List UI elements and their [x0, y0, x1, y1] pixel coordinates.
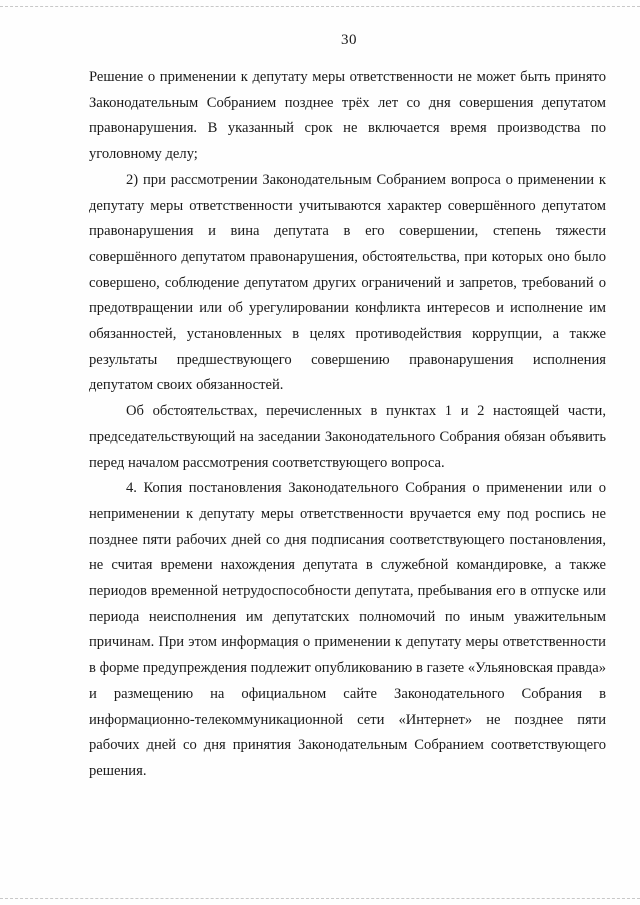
- paragraph-item-2: 2) при рассмотрении Законодательным Собранием вопроса о применении к депутату меры ответственности учитываются характер совершённого депутатом правонарушения и вина депутата в его совершении, степень тяжести совершённого депутатом правонарушения, обстоятельства, при которых оно было совершено, соблюдение депутатом других ограничений и запретов, требований о предотвращении или об урегулировании конфликта интересов и исполнение им обязанностей, установленных в целях противодействия коррупции, а также результаты предшествующего совершению правонарушения исполнения депутатом своих обязанностей.: [89, 171, 606, 394]
- document-body: [89, 65, 606, 785]
- paragraph-continuation: Решение о применении к депутату меры ответственности не может быть принято Законодательным Собранием позднее трёх лет со дня совершения депутатом правонарушения. В указанный срок не включается время производства по уголовному делу;: [89, 69, 606, 163]
- paragraph-circumstances: Об обстоятельствах, перечисленных в пунктах 1 и 2 настоящей части, председательствующий на заседании Законодательного Собрания обязан объявить перед началом рассмотрения соответствующего вопроса.: [89, 403, 606, 471]
- page-number: 30: [341, 32, 357, 48]
- scan-edge-top: [0, 6, 640, 7]
- scan-edge-bottom: [0, 898, 640, 899]
- paragraph-item-4: 4. Копия постановления Законодательного Собрания о применении или о неприменении к депутату меры ответственности вручается ему под роспись не позднее пяти рабочих дней со дня подписания соответствующего постановления, не считая времени нахождения депутата в служебной командировке, а также периодов временной нетрудоспособности депутата, пребывания его в отпуске или периода неисполнения им депутатских полномочий по иным уважительным причинам. При этом информация о применении к депутату меры ответственности в форме предупреждения подлежит опубликованию в газете «Ульяновская правда» и размещению на официальном сайте Законодательного Собрания в информационно-телекоммуникационной сети «Интернет» не позднее пяти рабочих дней со дня принятия Законодательным Собранием соответствующего решения.: [89, 480, 606, 779]
